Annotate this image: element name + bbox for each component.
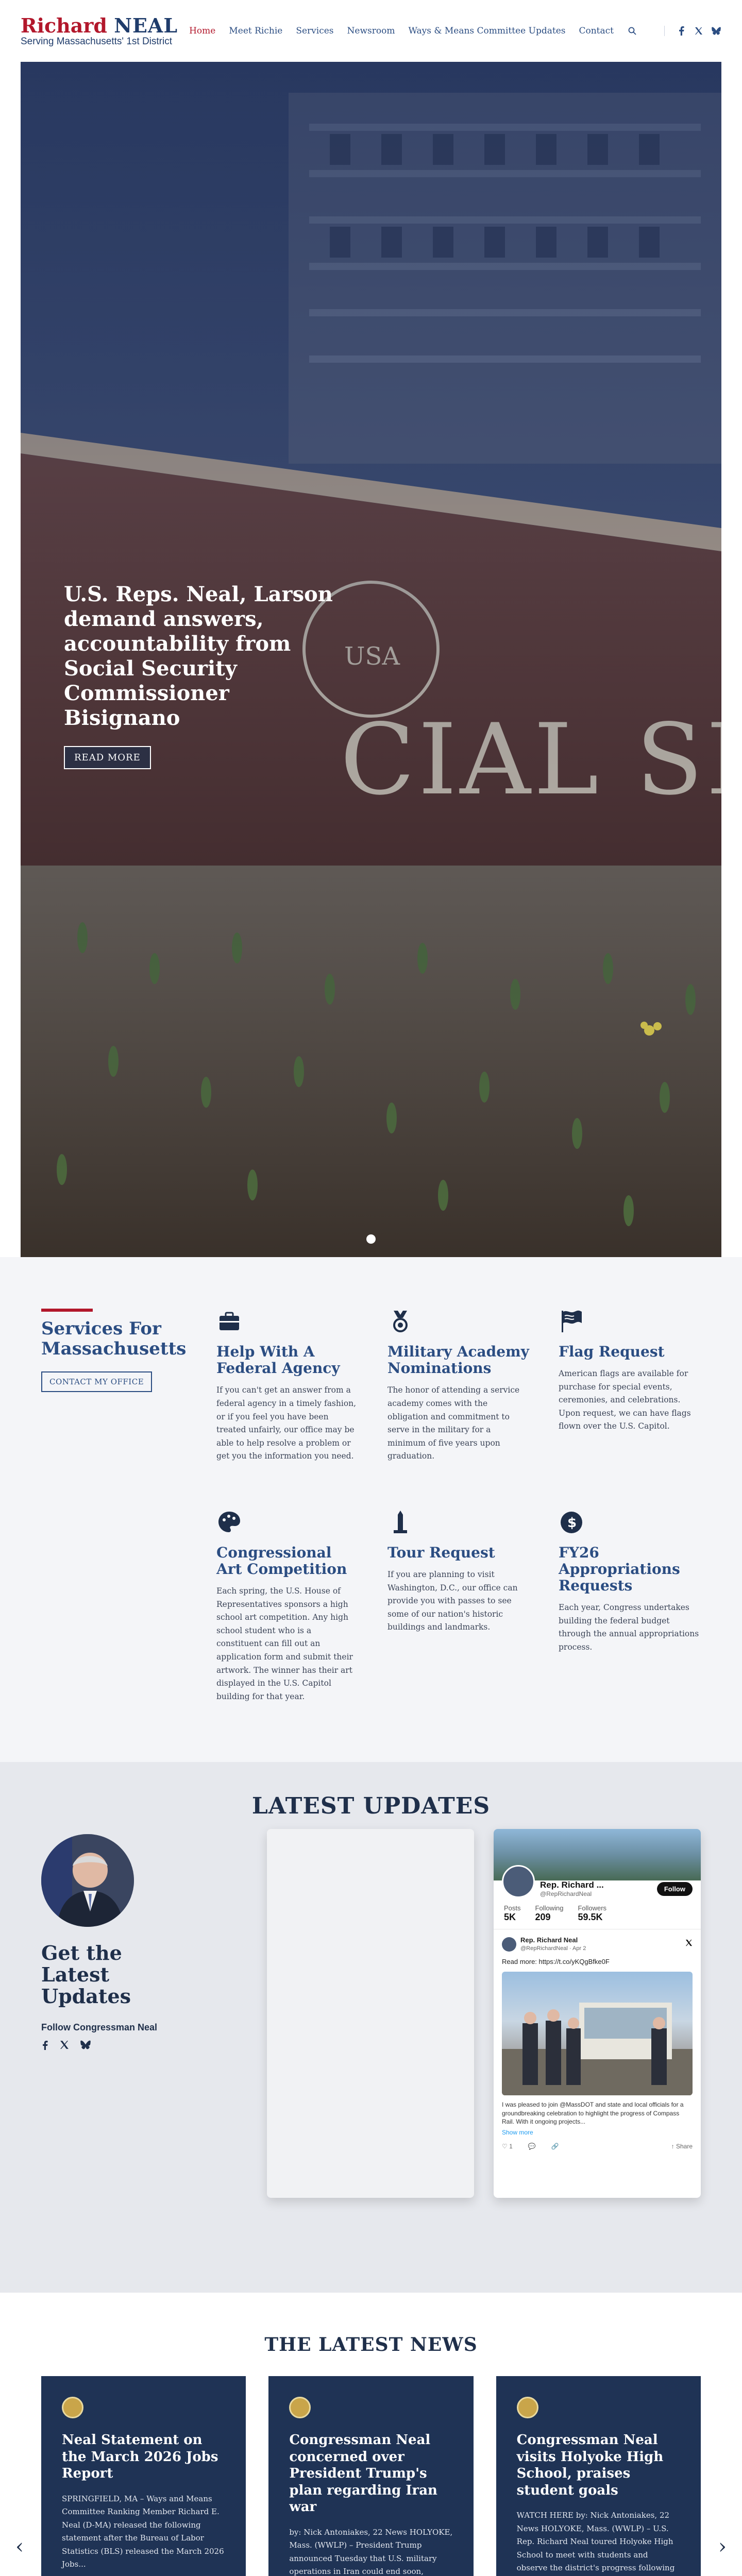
bluesky-icon[interactable]: [80, 2040, 91, 2053]
x-stat-label: Followers: [578, 1904, 607, 1912]
nav-contact[interactable]: Contact: [579, 26, 614, 36]
x-post-author: Rep. Richard Neal: [520, 1936, 578, 1944]
logo-last-name: NEAL: [114, 13, 178, 37]
site-logo[interactable]: [21, 13, 178, 47]
link-icon[interactable]: 🔗: [551, 2142, 559, 2150]
x-stat: [535, 1904, 564, 1923]
service-appropriations[interactable]: [559, 1510, 701, 1703]
hero-pagination: [366, 1234, 376, 1244]
x-share-label: Share: [676, 2142, 693, 2150]
logo-first-name: Richard: [21, 13, 107, 37]
service-military-academy[interactable]: [387, 1309, 530, 1463]
service-desc: Each year, Congress undertakes building the federal budget through the annual appropriations process.: [559, 1603, 699, 1652]
bluesky-icon[interactable]: [711, 26, 721, 36]
x-stat-value: 209: [535, 1912, 551, 1922]
dollar-icon: [559, 1510, 584, 1535]
x-profile-stats: [494, 1898, 701, 1929]
logo-subtitle: Serving Massachusetts' 1st District: [21, 36, 172, 47]
x-post-handle: @RepRichardNeal · Apr 2: [520, 1945, 586, 1952]
search-icon[interactable]: [627, 26, 637, 36]
service-title: FY26 Appropriations Requests: [559, 1544, 680, 1595]
x-stat-label: Following: [535, 1904, 564, 1912]
nav-services[interactable]: Services: [296, 26, 334, 36]
hero-dot-active[interactable]: [366, 1234, 376, 1244]
service-desc: Each spring, the U.S. House of Representatives sponsors a high school art competition. Any high school student who is a constituent can fill out an application form and submit their artwork. The winner has their art displayed in the U.S. Capitol building for that year.: [216, 1586, 353, 1701]
main-nav: [189, 26, 721, 36]
header-social: [664, 26, 721, 36]
nav-ways-means[interactable]: Ways & Means Committee Updates: [408, 26, 566, 36]
news-title[interactable]: Congressman Neal concerned over President Trump's plan regarding Iran war: [289, 2432, 437, 2515]
service-art-competition[interactable]: [216, 1510, 359, 1703]
x-stat-label: Posts: [504, 1904, 521, 1912]
medal-icon: [387, 1309, 413, 1334]
updates-subtitle: Get the Latest Updates: [41, 1941, 131, 2008]
nav-newsroom[interactable]: Newsroom: [347, 26, 395, 36]
news-excerpt: by: Nick Antoniakes, 22 News HOLYOKE, Mass. (WWLP) – President Trump announced Tuesday that U.S. military operations in Iran could end soon,: [289, 2527, 453, 2576]
x-like-count: 1: [509, 2142, 513, 2150]
svg-text:$: $: [567, 1515, 577, 1531]
nav-home[interactable]: Home: [189, 26, 216, 36]
contact-office-button[interactable]: CONTACT MY OFFICE: [41, 1371, 152, 1392]
updates-intro: [41, 1834, 196, 2053]
service-desc: American flags are available for purchase for special events, ceremonies, and celebrations. Upon request, we can have flags flown over the U.S. Capitol.: [559, 1369, 691, 1431]
news-section: [0, 2293, 742, 2576]
x-show-more-link[interactable]: Show more: [502, 2129, 533, 2137]
service-title: Congressional Art Competition: [216, 1544, 347, 1578]
facebook-feed-embed[interactable]: [267, 1829, 474, 2198]
x-post[interactable]: [494, 1929, 701, 2157]
follow-label: Follow Congressman Neal: [41, 2022, 158, 2033]
x-avatar: [502, 1865, 535, 1898]
site-header: [0, 0, 742, 62]
x-post-text: Read more: https://t.co/yKQgBfke0F: [502, 1957, 610, 1965]
updates-heading: LATEST UPDATES: [251, 1793, 491, 1819]
services-intro: [41, 1309, 187, 1392]
service-title: Flag Request: [559, 1343, 665, 1360]
service-title: Help With A Federal Agency: [216, 1343, 340, 1377]
news-title[interactable]: Congressman Neal visits Holyoke High School, praises student goals: [516, 2432, 664, 2498]
news-card[interactable]: [41, 2376, 246, 2576]
reply-icon[interactable]: 💬: [528, 2142, 536, 2150]
news-title[interactable]: Neal Statement on the March 2026 Jobs Report: [62, 2432, 218, 2481]
x-profile-name: Rep. Richard ...: [540, 1880, 604, 1890]
house-seal-icon: [62, 2397, 83, 2418]
nav-meet-richie[interactable]: Meet Richie: [229, 26, 283, 36]
monument-icon: [387, 1510, 413, 1535]
x-stat: [504, 1904, 521, 1923]
news-excerpt: SPRINGFIELD, MA – Ways and Means Committee Ranking Member Richard E. Neal (D-MA) released the following statement after the Bureau of Labor Statistics (BLS) released the March 2026 Jobs...: [62, 2494, 224, 2569]
logo-name: [21, 13, 178, 37]
x-stat-value: 59.5K: [578, 1912, 603, 1922]
x-profile-header: [494, 1865, 701, 1898]
hero-title: U.S. Reps. Neal, Larson demand answers, accountability from Social Security Commissioner Bisignano: [64, 582, 333, 730]
chevron-right-icon[interactable]: ›: [718, 2535, 727, 2558]
service-federal-agency[interactable]: [216, 1309, 359, 1463]
briefcase-icon: [216, 1309, 242, 1334]
service-flag-request[interactable]: [559, 1309, 701, 1463]
x-follow-button[interactable]: Follow: [657, 1882, 693, 1896]
chevron-left-icon[interactable]: ‹: [15, 2535, 24, 2558]
heart-icon[interactable]: ♡ 1: [502, 2142, 513, 2150]
accent-bar: [41, 1309, 93, 1312]
x-stat: [578, 1904, 606, 1923]
x-twitter-icon[interactable]: [60, 2040, 69, 2053]
house-seal-icon: [517, 2397, 538, 2418]
hero-section: [0, 62, 742, 1257]
x-twitter-icon[interactable]: [694, 26, 704, 36]
news-card[interactable]: [496, 2376, 701, 2576]
hero-slider: [21, 62, 721, 1257]
congressman-portrait: [41, 1834, 134, 1927]
news-carousel: [41, 2376, 701, 2576]
hero-read-more-button[interactable]: READ MORE: [64, 746, 151, 769]
news-excerpt: WATCH HERE by: Nick Antoniakes, 22 News HOLYOKE, Mass. (WWLP) – U.S. Rep. Richard Neal toured Holyoke High School to meet with students and observe the district's progress following: [516, 2511, 675, 2572]
share-icon[interactable]: ↑ Share: [671, 2142, 693, 2150]
services-title: Services For Massachusetts: [41, 1318, 187, 1360]
x-post-caption: I was pleased to join @MassDOT and state and local officials for a groundbreaking celebration to highlight the progress of Compass Rail. With it ongoing projects...: [502, 2100, 684, 2126]
service-title: Tour Request: [387, 1544, 495, 1561]
service-desc: The honor of attending a service academy comes with the obligation and commitment to serve in the military for a minimum of five years upon graduation.: [387, 1385, 520, 1461]
x-post-header: [502, 1936, 693, 1953]
x-post-actions: [502, 2142, 693, 2151]
updates-social: [41, 2040, 196, 2053]
palette-icon: [216, 1510, 242, 1535]
services-section: [0, 1257, 742, 1762]
flag-icon: [559, 1309, 584, 1334]
facebook-icon[interactable]: [676, 26, 686, 36]
services-grid: [216, 1309, 701, 1703]
x-stat-value: 5K: [504, 1912, 516, 1922]
x-post-image[interactable]: [502, 1972, 693, 2095]
service-desc: If you are planning to visit Washington, D.C., our office can provide you with passes to see some of our nation's historic buildings and landmarks.: [387, 1569, 518, 1632]
facebook-icon[interactable]: [41, 2040, 48, 2053]
x-post-avatar: [502, 1937, 516, 1952]
service-desc: If you can't get an answer from a federal agency in a timely fashion, or if you feel you have been treated unfairly, our office may be able to help resolve a problem or get you the information you need.: [216, 1385, 357, 1461]
house-seal-icon: [289, 2397, 311, 2418]
service-title: Military Academy Nominations: [387, 1343, 529, 1377]
x-logo-icon: [685, 1939, 693, 1949]
news-card[interactable]: [268, 2376, 473, 2576]
service-tour-request[interactable]: [387, 1510, 530, 1703]
x-feed-embed[interactable]: [494, 1829, 701, 2198]
updates-section: [0, 1762, 742, 2293]
x-profile-handle: @RepRichardNeal: [540, 1890, 592, 1897]
news-heading: THE LATEST NEWS: [264, 2334, 478, 2355]
hero-caption: [64, 582, 352, 769]
